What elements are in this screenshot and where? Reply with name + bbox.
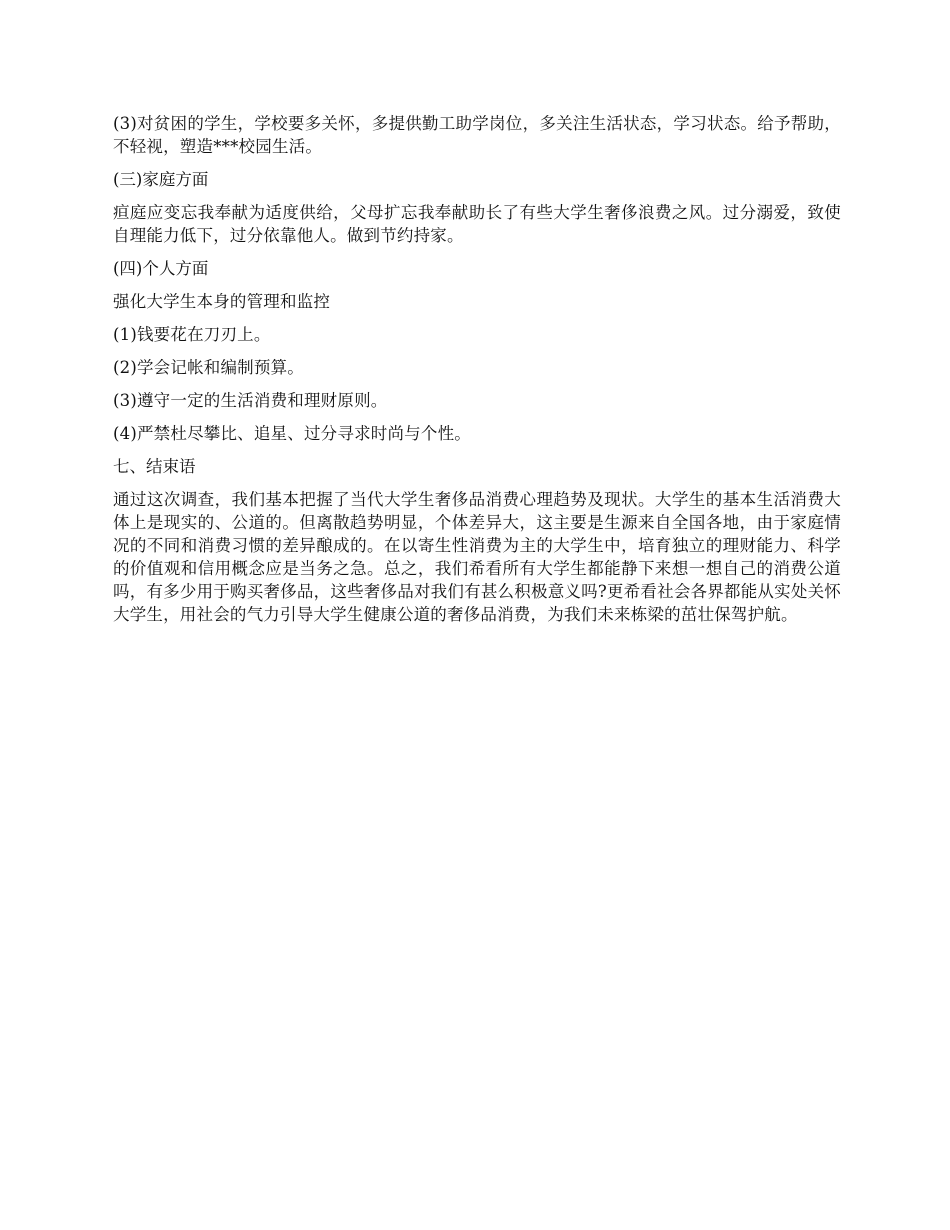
document-page xyxy=(113,112,841,636)
section-heading-conclusion: 七、结束语 xyxy=(113,457,196,476)
paragraph-conclusion: 通过这次调查，我们基本把握了当代大学生奢侈品消费心理趋势及现状。大学生的基本生活消费大体上是现实的、公道的。但离散趋势明显，个体差异大，这主要是生源来自全国各地，由于家庭情况的不同和消费习惯的差异酿成的。在以寄生性消费为主的大学生中，培育独立的理财能力、科学的价值观和信用概念应是当务之急。总之，我们希看所有大学生都能静下来想一想自己的消费公道吗，有多少用于购买奢侈品，这些奢侈品对我们有甚么积极意义吗?更希看社会各界都能从实处关怀大学生，用社会的气力引导大学生健康公道的奢侈品消费，为我们未来栋梁的茁壮保驾护航。 xyxy=(113,490,841,624)
section-heading-family: (三)家庭方面 xyxy=(113,170,209,189)
paragraph-self-management: 强化大学生本身的管理和监控 xyxy=(113,292,331,311)
paragraph-family: 疸庭应变忘我奉献为适度供给，父母扩忘我奉献助长了有些大学生奢侈浪费之风。过分溺爱，致使自理能力低下，过分依靠他人。做到节约持家。 xyxy=(113,203,841,245)
list-item-4: (4)严禁杜尽攀比、追星、过分寻求时尚与个性。 xyxy=(113,424,471,443)
paragraph-poor-students: (3)对贫困的学生，学校要多关怀，多提供勤工助学岗位，多关注生活状态，学习状态。给予帮助，不轻视，塑造***校园生活。 xyxy=(113,114,841,156)
list-item-1: (1)钱要花在刀刃上。 xyxy=(113,325,271,344)
list-item-2: (2)学会记帐和编制预算。 xyxy=(113,358,304,377)
list-item-3: (3)遵守一定的生活消费和理财原则。 xyxy=(113,391,388,410)
section-heading-personal: (四)个人方面 xyxy=(113,259,209,278)
